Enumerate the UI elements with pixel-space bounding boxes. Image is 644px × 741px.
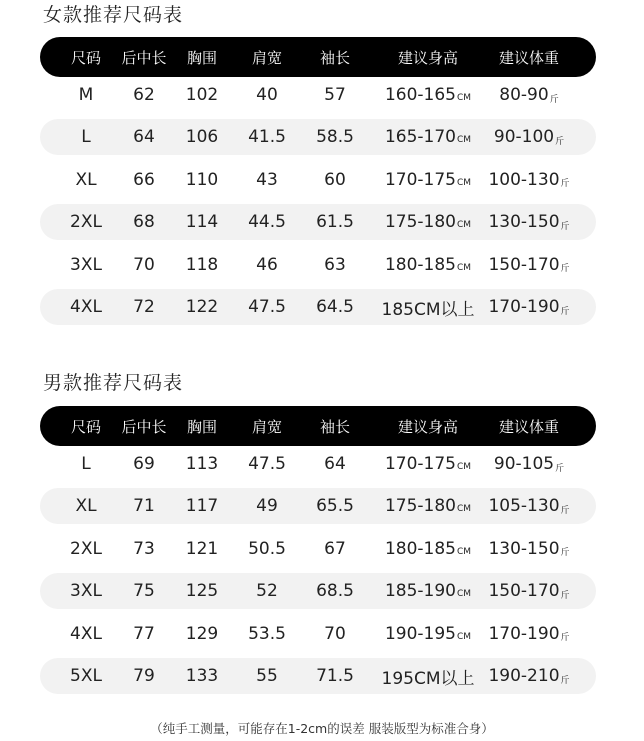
cell-weight: 190-210 斤 — [488, 666, 570, 686]
cell-sleeve: 58.5 — [316, 127, 354, 148]
cell-shoulder: 52 — [256, 581, 278, 602]
cell-size: 2XL — [70, 538, 102, 559]
cell-sleeve: 64 — [324, 454, 346, 474]
cell-chest: 110 — [185, 169, 219, 190]
cell-shoulder: 50.5 — [248, 538, 286, 559]
header-shoulder: 肩宽 — [251, 48, 283, 67]
cell-chest: 125 — [185, 581, 219, 602]
cell-weight: 100-130 斤 — [488, 169, 570, 190]
cell-shoulder: 46 — [256, 254, 278, 275]
cell-length: 66 — [133, 169, 155, 190]
men-table-title: 男款推荐尺码表 — [43, 372, 184, 394]
table-row — [40, 446, 596, 482]
cell-height: 175-180 CM — [384, 496, 472, 517]
table-row — [40, 488, 596, 524]
cell-size: XL — [75, 169, 97, 190]
cell-length: 77 — [133, 623, 155, 644]
cell-length: 75 — [133, 581, 155, 602]
cell-sleeve: 70 — [324, 623, 346, 644]
cell-sleeve: 71.5 — [316, 666, 354, 686]
header-length: 后中长 — [121, 48, 167, 67]
cell-length: 68 — [133, 212, 155, 233]
cell-shoulder: 47.5 — [248, 297, 286, 317]
table-row — [40, 119, 596, 155]
cell-chest: 102 — [185, 85, 219, 105]
cell-size: L — [81, 454, 91, 474]
cell-chest: 113 — [185, 454, 219, 474]
cell-sleeve: 61.5 — [316, 212, 354, 233]
header-size: 尺码 — [70, 48, 102, 67]
cell-height: 195CM以上 — [381, 668, 475, 689]
cell-size: XL — [75, 496, 97, 517]
cell-chest: 106 — [185, 127, 219, 148]
cell-weight: 80-90 斤 — [499, 85, 559, 105]
cell-size: 5XL — [70, 666, 102, 686]
header-chest: 胸围 — [186, 417, 218, 436]
cell-sleeve: 68.5 — [316, 581, 354, 602]
cell-length: 69 — [133, 454, 155, 474]
cell-shoulder: 49 — [256, 496, 278, 517]
cell-shoulder: 40 — [256, 85, 278, 105]
header-shoulder: 肩宽 — [251, 417, 283, 436]
table-row — [40, 162, 596, 198]
cell-shoulder: 53.5 — [248, 623, 286, 644]
cell-shoulder: 44.5 — [248, 212, 286, 233]
cell-shoulder: 41.5 — [248, 127, 286, 148]
cell-weight: 150-170 斤 — [488, 254, 570, 275]
cell-weight: 170-190 斤 — [488, 623, 570, 644]
cell-chest: 121 — [185, 538, 219, 559]
table-row — [40, 616, 596, 652]
cell-sleeve: 57 — [324, 85, 346, 105]
table-row — [40, 658, 596, 694]
cell-height: 180-185 CM — [384, 254, 472, 275]
table-row — [40, 289, 596, 325]
cell-height: 170-175 CM — [384, 169, 472, 190]
cell-size: 3XL — [70, 581, 102, 602]
cell-height: 180-185 CM — [384, 538, 472, 559]
table-row — [40, 531, 596, 567]
cell-length: 70 — [133, 254, 155, 275]
cell-length: 73 — [133, 538, 155, 559]
cell-size: 3XL — [70, 254, 102, 275]
cell-sleeve: 64.5 — [316, 297, 354, 317]
cell-height: 160-165 CM — [384, 85, 472, 105]
cell-length: 79 — [133, 666, 155, 686]
cell-chest: 118 — [185, 254, 219, 275]
table-row — [40, 77, 596, 113]
cell-height: 175-180 CM — [384, 212, 472, 233]
men-table-header — [40, 406, 596, 446]
table-row — [40, 204, 596, 240]
cell-height: 170-175 CM — [384, 454, 472, 474]
cell-sleeve: 65.5 — [316, 496, 354, 517]
cell-length: 71 — [133, 496, 155, 517]
table-row — [40, 247, 596, 283]
cell-shoulder: 43 — [256, 169, 278, 190]
cell-height: 165-170 CM — [384, 127, 472, 148]
cell-sleeve: 63 — [324, 254, 346, 275]
header-weight: 建议体重 — [498, 417, 560, 436]
women-table-title: 女款推荐尺码表 — [43, 4, 184, 26]
header-height: 建议身高 — [397, 417, 459, 436]
cell-weight: 130-150 斤 — [488, 212, 570, 233]
cell-length: 64 — [133, 127, 155, 148]
measurement-footnote: （纯手工测量，可能存在1-2cm的误差 服装版型为标准合身） — [150, 721, 494, 736]
cell-weight: 90-105 斤 — [493, 454, 565, 474]
header-chest: 胸围 — [186, 48, 218, 67]
header-length: 后中长 — [121, 417, 167, 436]
cell-weight: 90-100 斤 — [493, 127, 565, 148]
header-height: 建议身高 — [397, 48, 459, 67]
header-sleeve: 袖长 — [319, 417, 351, 436]
cell-size: L — [81, 127, 91, 148]
cell-shoulder: 47.5 — [248, 454, 286, 474]
header-sleeve: 袖长 — [319, 48, 351, 67]
cell-height: 185CM以上 — [381, 299, 475, 320]
cell-weight: 105-130 斤 — [488, 496, 570, 517]
cell-height: 185-190 CM — [384, 581, 472, 602]
cell-weight: 170-190 斤 — [488, 297, 570, 317]
cell-size: 2XL — [70, 212, 102, 233]
cell-length: 62 — [133, 85, 155, 105]
women-table-header — [40, 37, 596, 77]
cell-chest: 122 — [185, 297, 219, 317]
cell-length: 72 — [133, 297, 155, 317]
cell-weight: 150-170 斤 — [488, 581, 570, 602]
header-size: 尺码 — [70, 417, 102, 436]
cell-weight: 130-150 斤 — [488, 538, 570, 559]
cell-height: 190-195 CM — [384, 623, 472, 644]
cell-chest: 133 — [185, 666, 219, 686]
header-weight: 建议体重 — [498, 48, 560, 67]
cell-chest: 114 — [185, 212, 219, 233]
cell-size: 4XL — [70, 623, 102, 644]
cell-chest: 129 — [185, 623, 219, 644]
cell-sleeve: 67 — [324, 538, 346, 559]
cell-chest: 117 — [185, 496, 219, 517]
table-row — [40, 573, 596, 609]
cell-shoulder: 55 — [256, 666, 278, 686]
cell-size: 4XL — [70, 297, 102, 317]
cell-size: M — [78, 85, 94, 105]
cell-sleeve: 60 — [324, 169, 346, 190]
